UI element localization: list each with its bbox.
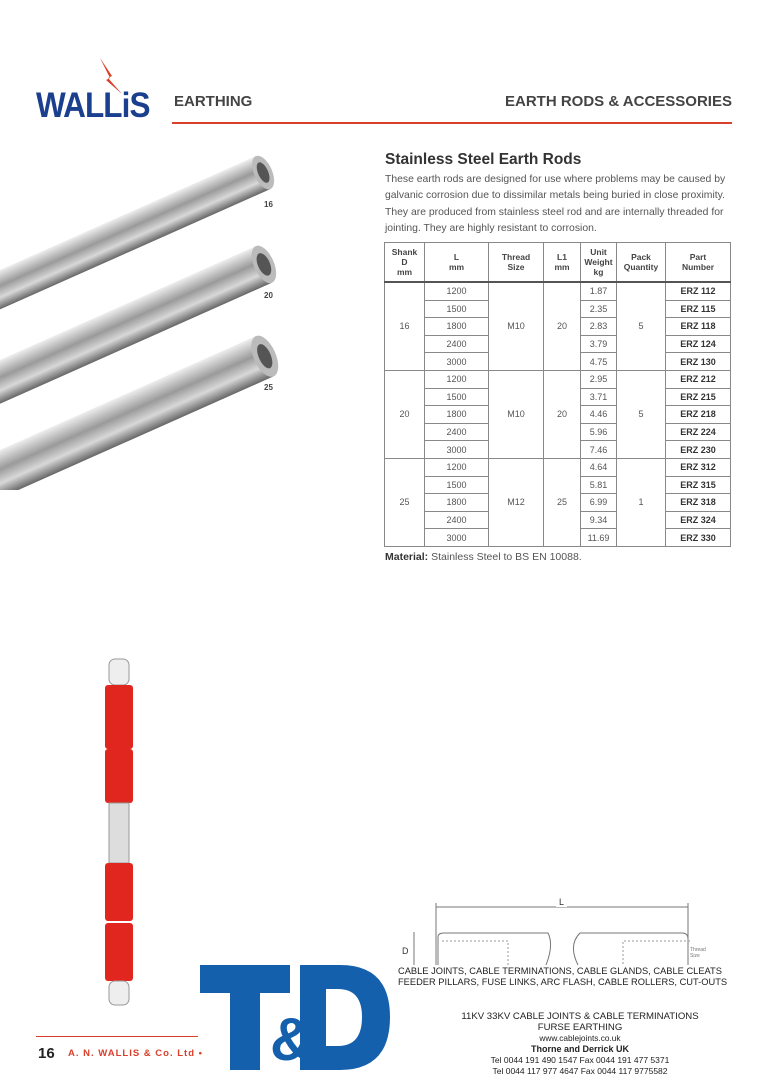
weight-cell: 2.83 xyxy=(581,318,617,336)
weight-cell: 11.69 xyxy=(581,529,617,547)
weight-cell: 7.46 xyxy=(581,441,617,459)
part-number-cell: ERZ 330 xyxy=(666,529,731,547)
pack-cell: 5 xyxy=(617,370,666,458)
publisher-name: A. N. WALLIS & Co. Ltd • xyxy=(68,1048,203,1059)
length-cell: 1500 xyxy=(425,388,489,406)
shank-cell: 20 xyxy=(385,370,425,458)
column-header: Unit Weight kg xyxy=(581,243,617,283)
part-number-cell: ERZ 212 xyxy=(666,370,731,388)
part-number-cell: ERZ 315 xyxy=(666,476,731,494)
part-number-cell: ERZ 224 xyxy=(666,423,731,441)
phone-1: Tel 0044 191 490 1547 Fax 0044 191 477 5371 xyxy=(490,1055,670,1065)
column-header: Pack Quantity xyxy=(617,243,666,283)
footer-divider xyxy=(36,1036,198,1037)
part-number-cell: ERZ 130 xyxy=(666,353,731,371)
footer-products xyxy=(398,966,727,988)
length-cell: 2400 xyxy=(425,335,489,353)
part-number-cell: ERZ 112 xyxy=(666,282,731,300)
product-description: These earth rods are designed for use where problems may be caused by galvanic corrosion due to dissimilar metals being buried in close proximity. They are produced from stainless steel rod and are internally threaded for jointing. They are highly resistant to corrosion. xyxy=(385,174,726,234)
thread-cell: M10 xyxy=(489,282,544,370)
page-number: 16 xyxy=(38,1045,55,1062)
svg-text:&: & xyxy=(270,1006,314,1070)
material-note xyxy=(385,551,582,563)
table-row xyxy=(385,458,731,476)
l1-cell: 25 xyxy=(544,458,581,546)
lightning-bolt-icon xyxy=(96,56,126,96)
diameter-label: D xyxy=(402,946,409,956)
part-number-cell: ERZ 124 xyxy=(666,335,731,353)
thread-cell: M12 xyxy=(489,458,544,546)
length-cell: 2400 xyxy=(425,511,489,529)
footer-line-1: CABLE JOINTS, CABLE TERMINATIONS, CABLE GLANDS, CABLE CLEATS xyxy=(398,966,722,976)
phone-2: Tel 0044 117 977 4647 Fax 0044 117 9775582 xyxy=(492,1066,668,1076)
column-header: Shank D mm xyxy=(385,243,425,283)
weight-cell: 4.75 xyxy=(581,353,617,371)
length-cell: 1500 xyxy=(425,476,489,494)
part-number-cell: ERZ 118 xyxy=(666,318,731,336)
weight-cell: 4.46 xyxy=(581,406,617,424)
column-header: Part Number xyxy=(666,243,731,283)
header-divider xyxy=(172,122,732,124)
part-number-cell: ERZ 230 xyxy=(666,441,731,459)
shank-cell: 16 xyxy=(385,282,425,370)
table-row xyxy=(385,370,731,388)
weight-cell: 9.34 xyxy=(581,511,617,529)
weight-cell: 4.64 xyxy=(581,458,617,476)
length-cell: 3000 xyxy=(425,441,489,459)
part-number-cell: ERZ 115 xyxy=(666,300,731,318)
length-cell: 2400 xyxy=(425,423,489,441)
td-logo xyxy=(200,965,390,1070)
coupled-rods-illustration xyxy=(100,655,140,1010)
footer-earthing: FURSE EARTHING xyxy=(537,1022,623,1033)
category-title: EARTH RODS & ACCESSORIES xyxy=(505,93,732,110)
length-label: L xyxy=(556,897,567,907)
column-header: L mm xyxy=(425,243,489,283)
wallis-logo: WALLiS xyxy=(36,86,150,125)
footer-contact xyxy=(430,1011,730,1077)
l1-cell: 20 xyxy=(544,282,581,370)
part-number-cell: ERZ 215 xyxy=(666,388,731,406)
length-cell: 1200 xyxy=(425,458,489,476)
website-link[interactable]: www.cablejoints.co.uk xyxy=(539,1033,621,1043)
part-number-cell: ERZ 312 xyxy=(666,458,731,476)
company-name: Thorne and Derrick UK xyxy=(530,1044,630,1054)
weight-cell: 1.87 xyxy=(581,282,617,300)
product-title: Stainless Steel Earth Rods xyxy=(385,151,582,168)
footer-line-2: FEEDER PILLARS, FUSE LINKS, ARC FLASH, CABLE ROLLERS, CUT-OUTS xyxy=(398,977,728,987)
weight-cell: 6.99 xyxy=(581,494,617,512)
length-cell: 1500 xyxy=(425,300,489,318)
thread-size-label: Thread Size xyxy=(690,947,706,959)
thread-cell: M10 xyxy=(489,370,544,458)
table-header xyxy=(385,243,731,283)
earth-rods-photo xyxy=(0,150,280,490)
length-cell: 3000 xyxy=(425,353,489,371)
l1-cell: 20 xyxy=(544,370,581,458)
weight-cell: 3.71 xyxy=(581,388,617,406)
part-number-cell: ERZ 324 xyxy=(666,511,731,529)
table-row xyxy=(385,282,731,300)
section-title: EARTHING xyxy=(174,93,253,110)
rod-label-16: 16 xyxy=(264,200,273,209)
pack-cell: 5 xyxy=(617,282,666,370)
length-cell: 1800 xyxy=(425,318,489,336)
length-cell: 1200 xyxy=(425,282,489,300)
shank-cell: 25 xyxy=(385,458,425,546)
length-cell: 3000 xyxy=(425,529,489,547)
length-cell: 1200 xyxy=(425,370,489,388)
rod-label-25: 25 xyxy=(264,383,273,392)
weight-cell: 5.81 xyxy=(581,476,617,494)
pack-cell: 1 xyxy=(617,458,666,546)
length-cell: 1800 xyxy=(425,494,489,512)
weight-cell: 2.95 xyxy=(581,370,617,388)
specs-table xyxy=(384,242,731,547)
weight-cell: 5.96 xyxy=(581,423,617,441)
weight-cell: 2.35 xyxy=(581,300,617,318)
column-header: L1 mm xyxy=(544,243,581,283)
part-number-cell: ERZ 218 xyxy=(666,406,731,424)
weight-cell: 3.79 xyxy=(581,335,617,353)
column-header: Thread Size xyxy=(489,243,544,283)
footer-services: 11KV 33KV CABLE JOINTS & CABLE TERMINATIONS xyxy=(461,1011,699,1022)
material-label: Material: xyxy=(385,551,429,563)
rod-label-20: 20 xyxy=(264,291,273,300)
part-number-cell: ERZ 318 xyxy=(666,494,731,512)
material-value: Stainless Steel to BS EN 10088. xyxy=(431,551,582,563)
length-cell: 1800 xyxy=(425,406,489,424)
